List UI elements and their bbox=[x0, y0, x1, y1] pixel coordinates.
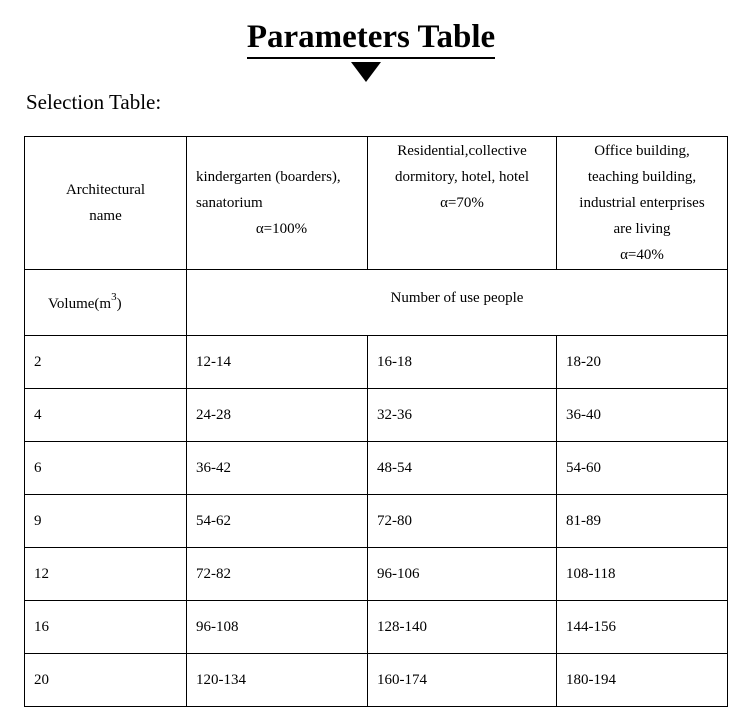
number-of-use-people-label: Number of use people bbox=[187, 270, 728, 336]
title-wrap bbox=[0, 18, 742, 59]
table-row: 4 24-28 32-36 36-40 bbox=[25, 389, 728, 442]
table-subheader-row bbox=[25, 270, 728, 336]
table-row: 9 54-62 72-80 81-89 bbox=[25, 495, 728, 548]
section-label: Selection Table: bbox=[26, 90, 162, 114]
page-title: Parameters Table bbox=[247, 18, 495, 59]
table-row: 20 120-134 160-174 180-194 bbox=[25, 654, 728, 707]
table-row: 16 96-108 128-140 144-156 bbox=[25, 601, 728, 654]
header-office: Office building, teaching building, industrial enterprises are living α=40% bbox=[557, 137, 728, 270]
volume-label: $Volume(m^3)$ bbox=[25, 270, 187, 336]
header-residential: Residential,collective dormitory, hotel, hotel α=70% bbox=[368, 137, 557, 270]
header-kindergarten: kindergarten (boarders), sanatorium α=100% bbox=[187, 137, 368, 270]
table-header-row bbox=[25, 137, 728, 270]
header-architectural-name: Architectural name bbox=[25, 137, 187, 270]
arrow-down-icon bbox=[351, 62, 381, 82]
parameters-table bbox=[24, 136, 728, 707]
table-row: 2 12-14 16-18 18-20 bbox=[25, 336, 728, 389]
table-row: 12 72-82 96-106 108-118 bbox=[25, 548, 728, 601]
table-row: 6 36-42 48-54 54-60 bbox=[25, 442, 728, 495]
